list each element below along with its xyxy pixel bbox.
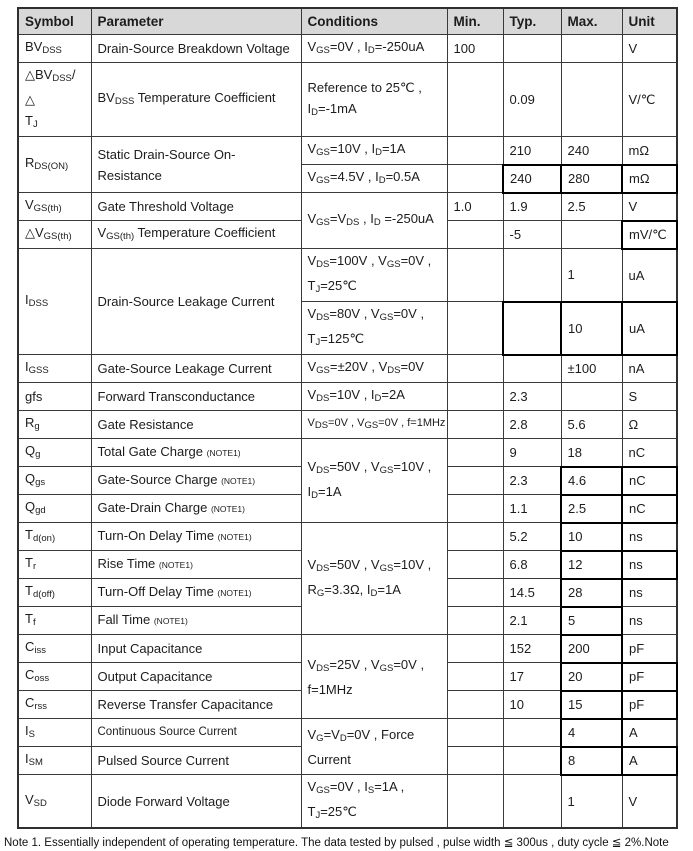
table-row xyxy=(18,35,677,63)
cell-max: 2.5 xyxy=(561,193,622,221)
cell-unit: ns xyxy=(622,551,677,579)
cell-param: $BV_{DSS}$ Temperature Coefficient xyxy=(91,63,301,137)
cell-unit: V xyxy=(622,35,677,63)
cell-min xyxy=(447,719,503,747)
cell-min xyxy=(447,495,503,523)
cell-min xyxy=(447,635,503,663)
subscript-text: r xyxy=(32,561,37,572)
cell-min: 100 xyxy=(447,35,503,63)
cell-unit: mΩ xyxy=(622,137,677,165)
subscript-text: GSS xyxy=(28,365,49,376)
subscript-text: DS xyxy=(346,217,360,228)
cell-unit: nC xyxy=(622,495,677,523)
column-header-unit: Unit xyxy=(622,8,677,35)
spec-table xyxy=(17,7,678,829)
cell-max: 15 xyxy=(561,691,622,719)
header-row xyxy=(18,8,677,35)
cell-symbol: $I_{DSS}$ xyxy=(18,249,91,355)
cell-unit: mΩ xyxy=(622,165,677,193)
cell-typ: 2.8 xyxy=(503,411,561,439)
cell-typ: 9 xyxy=(503,439,561,467)
table-row xyxy=(18,137,677,165)
cell-cond: $V_{DS}=80V$ , $V_{GS}=0V$ , $T_J=125℃$ xyxy=(301,302,447,355)
cell-min xyxy=(447,747,503,775)
table-row xyxy=(18,439,677,467)
cell-min xyxy=(447,137,503,165)
cell-param: Gate Resistance xyxy=(91,411,301,439)
cell-cond: $V_{GS}=10V$ , $I_D=1A$ xyxy=(301,137,447,165)
cell-symbol: $T_f$ xyxy=(18,607,91,635)
table-row xyxy=(18,383,677,411)
cell-symbol: $C_{rss}$ xyxy=(18,691,91,719)
cell-symbol: $T_{d(on)}$ xyxy=(18,523,91,551)
subscript-text: g xyxy=(34,421,40,432)
cell-max: 2.5 xyxy=(561,495,622,523)
subscript-text: S xyxy=(28,729,35,740)
cell-symbol: $V_{SD}$ xyxy=(18,775,91,829)
cell-param: Pulsed Source Current xyxy=(91,747,301,775)
cell-min xyxy=(447,63,503,137)
table-row xyxy=(18,775,677,829)
cell-max: 4 xyxy=(561,719,622,747)
note-ref: (NOTE1) xyxy=(217,532,252,542)
cell-typ xyxy=(503,747,561,775)
subscript-text: D xyxy=(375,147,382,158)
cell-param: Turn-Off Delay Time (NOTE1) xyxy=(91,579,301,607)
subscript-text: SM xyxy=(28,757,43,768)
cell-param: Drain-Source Leakage Current xyxy=(91,249,301,355)
note-ref: (NOTE1) xyxy=(153,616,188,626)
subscript-text: GS(th) xyxy=(106,231,135,242)
cell-cond: VDS=0V , VGS=0V , f=1MHz xyxy=(301,411,447,439)
note-ref: (NOTE1) xyxy=(217,588,252,598)
subscript-text: DS xyxy=(316,393,330,404)
note-ref: (NOTE1) xyxy=(206,448,241,458)
subscript-text: DS xyxy=(316,562,330,574)
subscript-text: oss xyxy=(34,673,50,684)
cell-unit: ns xyxy=(622,607,677,635)
cell-param: Reverse Transfer Capacitance xyxy=(91,691,301,719)
cell-max: ±100 xyxy=(561,355,622,383)
cell-unit: nC xyxy=(622,439,677,467)
cell-symbol: $I_{SM}$ xyxy=(18,747,91,775)
cell-param: Output Capacitance xyxy=(91,663,301,691)
cell-symbol: gfs xyxy=(18,383,91,411)
cell-cond: $V_{DS}=10V$ , $I_D=2A$ xyxy=(301,383,447,411)
column-header-symbol: Symbol xyxy=(18,8,91,35)
cell-max xyxy=(561,63,622,137)
cell-max: 20 xyxy=(561,663,622,691)
cell-typ xyxy=(503,355,561,383)
cell-typ: 5.2 xyxy=(503,523,561,551)
subscript-text: D xyxy=(311,106,318,118)
cell-cond: $V_{DS}=50V$ , $V_{GS}=10V$ , $R_G=3.3\Omega$, $I_D=1A$ xyxy=(301,523,447,635)
cell-max: 28 xyxy=(561,579,622,607)
cell-cond: $V_{DS}=100V$ , $V_{GS}=0V$ , $T_J=25℃$ xyxy=(301,249,447,302)
cell-max: 8 xyxy=(561,747,622,775)
subscript-text: D xyxy=(367,45,375,56)
cell-param: Diode Forward Voltage xyxy=(91,775,301,829)
cell-symbol: $\triangle V_{GS(th)}$ xyxy=(18,221,91,249)
cell-symbol: $Q_g$ xyxy=(18,439,91,467)
cell-symbol: $C_{oss}$ xyxy=(18,663,91,691)
column-header-max: Max. xyxy=(561,8,622,35)
cell-symbol: $R_g$ xyxy=(18,411,91,439)
cell-unit: V xyxy=(622,775,677,829)
cell-min xyxy=(447,411,503,439)
cell-unit: A xyxy=(622,747,677,775)
subscript-text: DSS xyxy=(114,96,135,107)
table-row xyxy=(18,355,677,383)
cell-cond: $V_{GS}=\pm 20V$ , $V_{DS}=0V$ xyxy=(301,355,447,383)
cell-param: Rise Time (NOTE1) xyxy=(91,551,301,579)
subscript-text: GS xyxy=(379,662,394,674)
cell-unit: V/℃ xyxy=(622,63,677,137)
subscript-text: gs xyxy=(35,477,46,488)
column-header-param: Parameter xyxy=(91,8,301,35)
cell-param: $V_{GS(th)}$ Temperature Coefficient xyxy=(91,221,301,249)
cell-typ: 17 xyxy=(503,663,561,691)
cell-typ: -5 xyxy=(503,221,561,249)
subscript-text: rss xyxy=(34,701,48,712)
subscript-text: J xyxy=(315,337,321,348)
cell-min xyxy=(447,467,503,495)
cell-param: Static Drain-Source On-Resistance xyxy=(91,137,301,193)
cell-cond: $V_G=V_D=0V$ , Force Current xyxy=(301,719,447,775)
subscript-text: f xyxy=(32,617,36,628)
cell-unit: mV/℃ xyxy=(622,221,677,249)
cell-min xyxy=(447,355,503,383)
subscript-text: GS xyxy=(379,312,394,323)
subscript-text: iss xyxy=(34,645,47,656)
cell-symbol: $I_S$ xyxy=(18,719,91,747)
cell-min xyxy=(447,249,503,302)
cell-unit: S xyxy=(622,383,677,411)
cell-max: 10 xyxy=(561,523,622,551)
cell-symbol: $\triangle BV_{DSS}/\triangle$ $T_J$ xyxy=(18,63,91,137)
subscript-text: D xyxy=(311,489,318,501)
subscript-text: gd xyxy=(35,505,46,516)
cell-cond: Reference to 25℃ , $I_D=-1mA$ xyxy=(301,63,447,137)
cell-min xyxy=(447,439,503,467)
subscript-text: DSS xyxy=(42,45,62,56)
cell-min xyxy=(447,302,503,355)
cell-param: Drain-Source Breakdown Voltage xyxy=(91,35,301,63)
table-row xyxy=(18,193,677,221)
cell-min xyxy=(447,691,503,719)
cell-typ: 210 xyxy=(503,137,561,165)
cell-max: 4.6 xyxy=(561,467,622,495)
cell-max: 1 xyxy=(561,775,622,829)
cell-symbol: $BV_{DSS}$ xyxy=(18,35,91,63)
subscript-text: DS xyxy=(316,312,330,323)
cell-param: Turn-On Delay Time (NOTE1) xyxy=(91,523,301,551)
cell-unit: V xyxy=(622,193,677,221)
subscript-text: G xyxy=(316,587,325,599)
subscript-text: G xyxy=(316,732,324,744)
cell-unit: pF xyxy=(622,691,677,719)
cell-min: 1.0 xyxy=(447,193,503,221)
subscript-text: J xyxy=(315,284,321,295)
cell-min xyxy=(447,663,503,691)
cell-min xyxy=(447,607,503,635)
note-ref: (NOTE1) xyxy=(158,560,193,570)
cell-typ xyxy=(503,35,561,63)
table-row xyxy=(18,411,677,439)
subscript-text: DS xyxy=(316,662,330,674)
subscript-text: DS xyxy=(314,420,329,431)
subscript-text: DS xyxy=(387,365,401,376)
column-header-cond: Conditions xyxy=(301,8,447,35)
cell-max: 1 xyxy=(561,249,622,302)
note-ref: (NOTE1) xyxy=(221,476,256,486)
cell-typ: 1.1 xyxy=(503,495,561,523)
subscript-text: DSS xyxy=(28,298,49,309)
cell-unit: A xyxy=(622,719,677,747)
cell-unit: Ω xyxy=(622,411,677,439)
cell-min xyxy=(447,165,503,193)
subscript-text: d(off) xyxy=(32,589,55,600)
cell-max xyxy=(561,35,622,63)
cell-typ xyxy=(503,719,561,747)
subscript-text: DS xyxy=(316,259,330,270)
cell-symbol: $T_r$ xyxy=(18,551,91,579)
cell-unit: ns xyxy=(622,579,677,607)
cell-param: Gate Threshold Voltage xyxy=(91,193,301,221)
cell-typ: 14.5 xyxy=(503,579,561,607)
table-row xyxy=(18,635,677,663)
note-ref: (NOTE1) xyxy=(210,504,245,514)
cell-unit: pF xyxy=(622,635,677,663)
subscript-text: GS(th) xyxy=(33,203,62,214)
column-header-min: Min. xyxy=(447,8,503,35)
table-row xyxy=(18,249,677,302)
cell-max: 240 xyxy=(561,137,622,165)
subscript-text: DS xyxy=(316,464,330,476)
cell-typ xyxy=(503,302,561,355)
subscript-text: d(on) xyxy=(32,533,56,544)
subscript-text: D xyxy=(378,175,386,186)
cell-typ: 240 xyxy=(503,165,561,193)
subscript-text: GS xyxy=(316,785,330,796)
cell-cond: $V_{DS}=25V$ , $V_{GS}=0V$ , f=1MHz xyxy=(301,635,447,719)
cell-unit: ns xyxy=(622,523,677,551)
cell-param: Continuous Source Current xyxy=(91,719,301,747)
cell-typ xyxy=(503,249,561,302)
cell-max: 200 xyxy=(561,635,622,663)
cell-min xyxy=(447,523,503,551)
cell-typ: 10 xyxy=(503,691,561,719)
cell-max: 5.6 xyxy=(561,411,622,439)
cell-symbol: $V_{GS(th)}$ xyxy=(18,193,91,221)
subscript-text: S xyxy=(367,785,375,796)
cell-symbol: $I_{GSS}$ xyxy=(18,355,91,383)
cell-symbol: $Q_{gs}$ xyxy=(18,467,91,495)
cell-typ: 0.09 xyxy=(503,63,561,137)
cell-unit: nC xyxy=(622,467,677,495)
table-body xyxy=(18,35,677,829)
cell-unit: pF xyxy=(622,663,677,691)
cell-cond: $V_{GS}=0V$ , $I_S=1A$ , $T_J=25℃$ xyxy=(301,775,447,829)
subscript-text: J xyxy=(315,810,321,821)
subscript-text: GS xyxy=(386,259,401,270)
cell-max: 18 xyxy=(561,439,622,467)
subscript-text: GS xyxy=(316,175,330,186)
cell-param: Total Gate Charge (NOTE1) xyxy=(91,439,301,467)
cell-symbol: $Q_{gd}$ xyxy=(18,495,91,523)
cell-typ: 2.1 xyxy=(503,607,561,635)
cell-max: 12 xyxy=(561,551,622,579)
cell-typ: 2.3 xyxy=(503,383,561,411)
subscript-text: D xyxy=(370,587,378,599)
subscript-text: GS xyxy=(316,147,330,158)
cell-param: Gate-Source Charge (NOTE1) xyxy=(91,467,301,495)
subscript-text: DS(ON) xyxy=(34,161,69,172)
subscript-text: GS(th) xyxy=(43,231,72,242)
cell-max xyxy=(561,383,622,411)
column-header-typ: Typ. xyxy=(503,8,561,35)
cell-param: Forward Transconductance xyxy=(91,383,301,411)
table-row xyxy=(18,523,677,551)
cell-min xyxy=(447,551,503,579)
cell-cond: $V_{GS}=0V$ , $I_D=-250uA$ xyxy=(301,35,447,63)
cell-typ: 152 xyxy=(503,635,561,663)
subscript-text: DSS xyxy=(52,73,72,84)
cell-max: 5 xyxy=(561,607,622,635)
cell-cond: $V_{DS}=50V$ , $V_{GS}=10V$ , $I_D=1A$ xyxy=(301,439,447,523)
cell-param: Gate-Drain Charge (NOTE1) xyxy=(91,495,301,523)
cell-max: 280 xyxy=(561,165,622,193)
subscript-text: GS xyxy=(316,45,330,56)
subscript-text: GS xyxy=(379,464,394,476)
table-row xyxy=(18,719,677,747)
cell-symbol: $T_{d(off)}$ xyxy=(18,579,91,607)
cell-symbol: $C_{iss}$ xyxy=(18,635,91,663)
subscript-text: GS xyxy=(316,365,330,376)
cell-param: Gate-Source Leakage Current xyxy=(91,355,301,383)
cell-unit: uA xyxy=(622,249,677,302)
footnote: Note 1. Essentially independent of operating temperature. The data tested by pulsed , pulse width ≦ 300us , duty cycle ≦ 2%.Note xyxy=(4,837,669,849)
table-head xyxy=(18,8,677,35)
subscript-text: D xyxy=(339,732,347,744)
cell-unit: nA xyxy=(622,355,677,383)
cell-typ xyxy=(503,775,561,829)
cell-param: Fall Time (NOTE1) xyxy=(91,607,301,635)
cell-cond: $V_{GS}=4.5V$ , $I_D=0.5A$ xyxy=(301,165,447,193)
subscript-text: D xyxy=(374,393,382,404)
cell-typ: 6.8 xyxy=(503,551,561,579)
cell-cond: $V_{GS}=V_{DS}$ , $I_D =-250uA$ xyxy=(301,193,447,249)
cell-typ: 2.3 xyxy=(503,467,561,495)
cell-min xyxy=(447,221,503,249)
subscript-text: D xyxy=(373,217,381,228)
cell-param: Input Capacitance xyxy=(91,635,301,663)
subscript-text: GS xyxy=(379,562,394,574)
cell-min xyxy=(447,579,503,607)
cell-typ: 1.9 xyxy=(503,193,561,221)
cell-symbol: $R_{DS(ON)}$ xyxy=(18,137,91,193)
subscript-text: SD xyxy=(33,797,47,809)
cell-min xyxy=(447,775,503,829)
cell-unit: uA xyxy=(622,302,677,355)
subscript-text: J xyxy=(32,119,38,130)
cell-max: 10 xyxy=(561,302,622,355)
subscript-text: g xyxy=(35,449,41,460)
subscript-text: GS xyxy=(364,420,379,431)
cell-max xyxy=(561,221,622,249)
subscript-text: GS xyxy=(316,217,330,228)
table-row xyxy=(18,63,677,137)
cell-min xyxy=(447,383,503,411)
